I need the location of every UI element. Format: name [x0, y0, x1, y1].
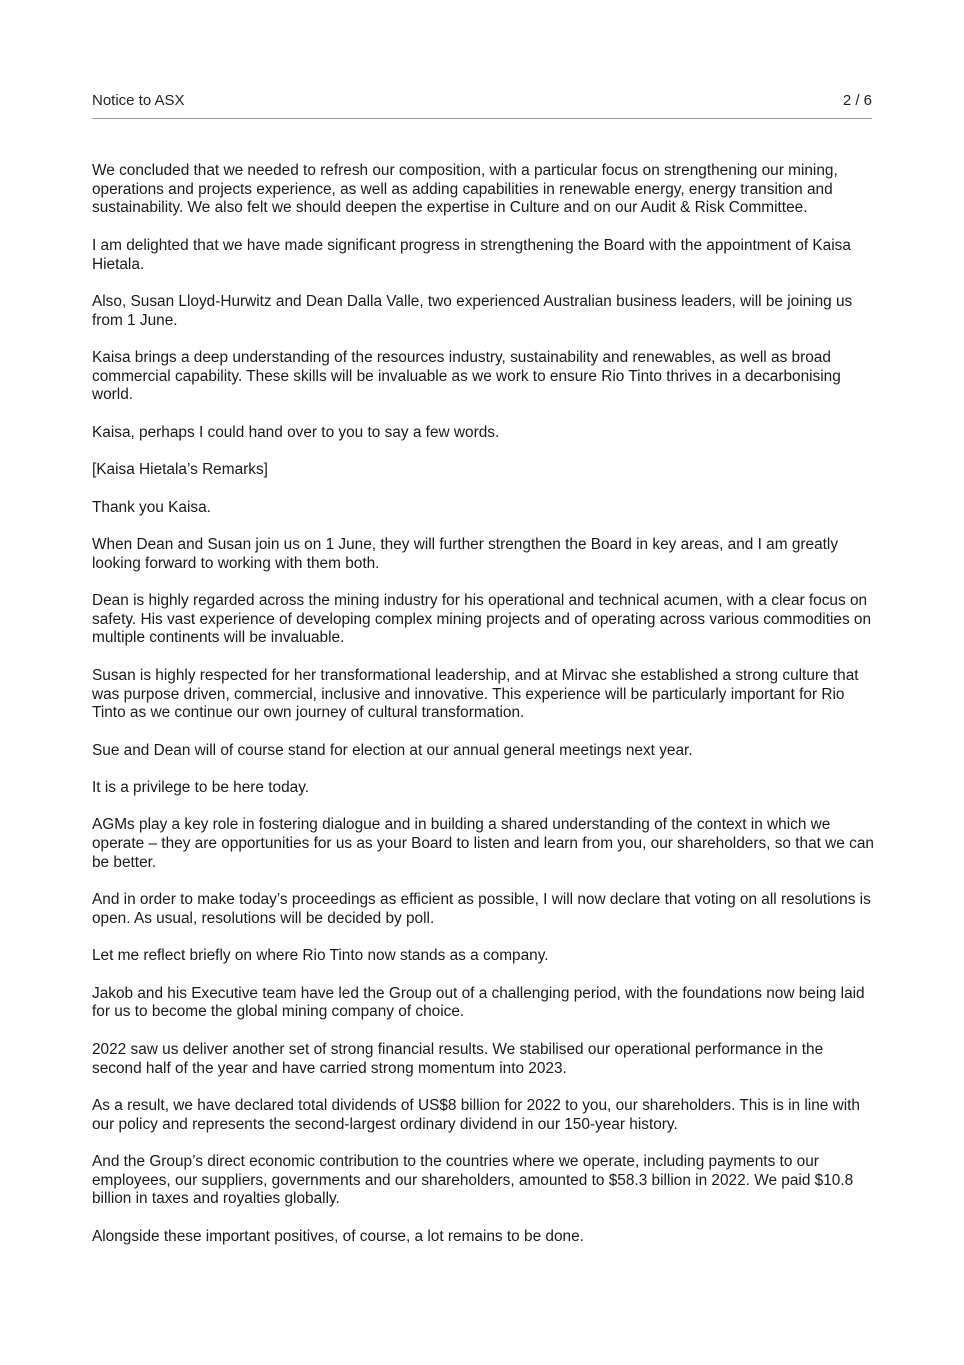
paragraph: Also, Susan Lloyd-Hurwitz and Dean Dalla Valle, two experienced Australian business leaders, will be joining us from 1 June. — [92, 292, 853, 329]
paragraph: It is a privilege to be here today. — [92, 779, 310, 797]
document-body — [92, 162, 874, 1265]
paragraph: Kaisa, perhaps I could hand over to you to say a few words. — [92, 423, 500, 441]
paragraph: [Kaisa Hietala’s Remarks] — [92, 461, 268, 479]
paragraph: We concluded that we needed to refresh our composition, with a particular focus on strengthening our mining, operations and projects experience, as well as adding capabilities in renewable energy, energy transition and sustainability. We also felt we should deepen the expertise in Culture and on our Audit & Risk Committee. — [92, 162, 838, 217]
document-title: Notice to ASX — [92, 92, 185, 109]
paragraph: And in order to make today’s proceedings as efficient as possible, I will now declare that voting on all resolutions is open. As usual, resolutions will be decided by poll. — [92, 891, 871, 927]
paragraph: As a result, we have declared total dividends of US$8 billion for 2022 to you, our shareholders. This is in line with our policy and represents the second-largest ordinary dividend in our 150-year history. — [92, 1096, 860, 1133]
header-divider — [92, 118, 872, 119]
paragraph: Let me reflect briefly on where Rio Tinto now stands as a company. — [92, 947, 549, 965]
paragraph: AGMs play a key role in fostering dialogue and in building a shared understanding of the context in which we operate – they are opportunities for us as your Board to listen and learn from you, our shareholders, so that we can be better. — [92, 816, 874, 871]
paragraph: Susan is highly respected for her transformational leadership, and at Mirvac she established a strong culture that was purpose driven, commercial, inclusive and innovative. This experience will be particularly important for Rio Tinto as we continue our own journey of cultural transformation. — [92, 666, 859, 722]
paragraph: Sue and Dean will of course stand for election at our annual general meetings next year. — [92, 741, 693, 759]
paragraph: And the Group’s direct economic contribution to the countries where we operate, including payments to our employees, our suppliers, governments and our shareholders, amounted to $58.3 billion in 2022. We paid $10.8 billion in taxes and royalties globally. — [92, 1152, 854, 1208]
paragraph: I am delighted that we have made significant progress in strengthening the Board with the appointment of Kaisa Hietala. — [92, 236, 851, 273]
page-number: 2 / 6 — [842, 92, 872, 109]
paragraph: Jakob and his Executive team have led the Group out of a challenging period, with the foundations now being laid for us to become the global mining company of choice. — [92, 984, 865, 1021]
paragraph: Thank you Kaisa. — [92, 498, 211, 516]
paragraph: 2022 saw us deliver another set of strong financial results. We stabilised our operational performance in the second half of the year and have carried strong momentum into 2023. — [92, 1040, 824, 1077]
paragraph: Kaisa brings a deep understanding of the resources industry, sustainability and renewables, as well as broad commercial capability. These skills will be invaluable as we work to ensure Rio Tinto thrives in a decarbonising world. — [92, 348, 841, 404]
paragraph: When Dean and Susan join us on 1 June, they will further strengthen the Board in key areas, and I am greatly looking forward to working with them both. — [92, 535, 839, 572]
paragraph: Alongside these important positives, of course, a lot remains to be done. — [92, 1227, 584, 1245]
page-header — [92, 92, 872, 110]
paragraph: Dean is highly regarded across the mining industry for his operational and technical acumen, with a clear focus on safety. His vast experience of developing complex mining projects and of operating across various commodities on multiple continents will be invaluable. — [92, 592, 872, 647]
